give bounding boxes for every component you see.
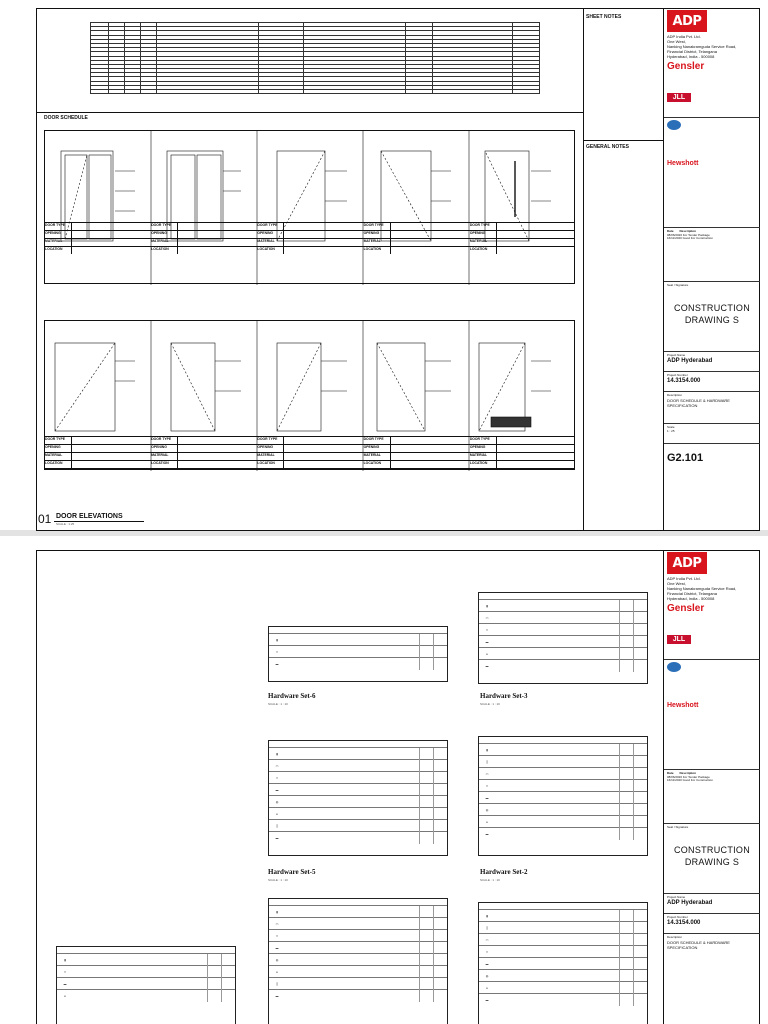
revisions-section: Date Description 08/06/2020 For Tender Package 16/11/2020 Good For Construction <box>664 770 760 824</box>
cylinder-icon: ◍ <box>275 957 279 962</box>
consultant-logo-icon <box>667 120 681 130</box>
consultants-section <box>664 118 760 228</box>
stopper-icon: ● <box>276 811 278 816</box>
jll-logo: JLL <box>667 635 691 644</box>
hewshott-logo: Hewshott <box>667 702 699 709</box>
hardware-set-7-table <box>56 946 236 1024</box>
gensler-logo: Gensler <box>667 603 705 614</box>
pull-handle-icon: ┃ <box>486 925 488 930</box>
sheet-number-section <box>664 444 760 474</box>
client-section: ADP ADP India Pvt. Ltd. One West, Nanking Nanakramguda Service Road, Financial District, Telangana Hyderabad, India - 500008 Gensler JLL <box>664 8 760 118</box>
seal-section: Seal / Signature CONSTRUCTION DRAWING S <box>664 282 760 352</box>
scale-section: Scale 1 : 25 <box>664 424 760 444</box>
location-row: LOCATION LOCATION LOCATION LOCATION LOCATION <box>44 246 575 254</box>
handle-icon: ━ <box>64 969 66 974</box>
stopper-icon: ● <box>486 819 488 824</box>
gensler-logo: Gensler <box>667 61 705 72</box>
lock-icon: ▬ <box>485 639 489 644</box>
door-info-row-2 <box>44 436 575 470</box>
hardware-set-2-table <box>478 736 648 856</box>
location-row: LOCATION LOCATION LOCATION LOCATION LOCATION <box>44 460 575 469</box>
lock-icon: ▬ <box>485 961 489 966</box>
hardware-set-3-table <box>478 592 648 684</box>
seal-icon: ▬ <box>485 831 489 836</box>
lock-icon: ▬ <box>275 661 279 666</box>
hardware-set-5-title: Hardware Set-5 <box>268 868 316 876</box>
material-row: MATERIAL MATERIAL MATERIAL MATERIAL MATERIAL <box>44 238 575 246</box>
door-schedule-label: DOOR SCHEDULE <box>44 115 88 121</box>
project-name-section: Project Name ADP Hyderabad <box>664 352 760 372</box>
drawing-scale: SCALE : 1:25 <box>56 522 75 526</box>
door-type-row: DOOR TYPE DOOR TYPE DOOR TYPE DOOR TYPE DOOR TYPE <box>44 222 575 230</box>
titleblock <box>663 8 760 531</box>
bolt-icon: ┃ <box>276 981 278 986</box>
project-name-section: Project Name ADP Hyderabad <box>664 894 760 914</box>
hardware-set-2-title: Hardware Set-2 <box>480 868 528 876</box>
drawing-number: 01 <box>38 512 52 526</box>
hewshott-logo: Hewshott <box>667 160 699 167</box>
seal-icon: ▬ <box>485 663 489 668</box>
hardware-set-6-table <box>268 626 448 682</box>
description-section: Description DOOR SCHEDULE & HARDWARE SPECIFICATION <box>667 935 730 950</box>
hinge-icon: ▮ <box>486 913 488 918</box>
cylinder-icon: ◍ <box>275 799 279 804</box>
lock-icon: ▬ <box>275 787 279 792</box>
seal-section: Seal / Signature CONSTRUCTION DRAWING S <box>664 824 760 894</box>
door-schedule-table <box>90 22 540 94</box>
project-number-section: Project Number 14.3154.000 <box>664 372 760 392</box>
hinge-icon: ▮ <box>486 603 488 608</box>
sheet-notes-label: SHEET NOTES <box>586 14 622 20</box>
adp-logo: ADP <box>667 552 707 574</box>
stopper-icon: ● <box>64 993 66 998</box>
handle-icon: ━ <box>276 775 278 780</box>
status-title: CONSTRUCTION DRAWING S <box>673 302 751 325</box>
hinge-icon: ▮ <box>276 909 278 914</box>
handle-icon: ━ <box>486 627 488 632</box>
bolt-icon: ┃ <box>276 823 278 828</box>
closer-icon: ▭ <box>275 921 279 926</box>
hinge-icon: ▮ <box>276 751 278 756</box>
drawing-title: DOOR ELEVATIONS <box>56 513 123 520</box>
hinge-icon: ▮ <box>64 957 66 962</box>
opening-row: OPENING OPENING OPENING OPENING OPENING <box>44 444 575 452</box>
client-section: ADP ADP India Pvt. Ltd. One West, Nanking Nanakramguda Service Road, Financial District, Telangana Hyderabad, India - 500008 Gensler JLL <box>664 550 760 660</box>
sheet-hardware-sets: ▮ ━ ▬ Hardware Set-6 SCALE : 1 : 10 ▮ ▭ ━ ▬ ● ▬ Hardware Set-3 SCALE : 1 : 10 ▮ ▭ ━ ▬ ◍ ● ┃ ▬ Hardware Set-5 SCALE : 1 : 10 ▮ ┃ ▭ ━ ▬ ◍ ● ▬ Hardware Set-2 SCALE : 1 : 10 ▮ ▭ ━ ▬ ◍ ● ┃ ▬ ▮ ┃ ▭ ━ ▬ ◍ ● ▬ ▮ ━ ▬ ● ADP ADP India Pvt. Ltd. One West, Nanking Nanakramguda Service Road, Financial District, Telangana Hyderabad, India - 500008 Gensler JLL Hewshott Date Description 08/06/2020 For Tender Package 16/11/2020 Good For Construction Seal / Signature CONSTRUCTION DRAWING S Project Name ADP Hyderabad Project Number 14.3154.000 Description DOOR SCHEDULE & HARDWARE SPECIFICATION <box>0 542 768 1024</box>
consultants-section <box>664 660 760 770</box>
lock-icon: ▬ <box>275 945 279 950</box>
seal-icon: ▬ <box>275 835 279 840</box>
cylinder-icon: ◍ <box>485 807 489 812</box>
door-type-row: DOOR TYPE DOOR TYPE DOOR TYPE DOOR TYPE DOOR TYPE <box>44 436 575 444</box>
opening-row: OPENING OPENING OPENING OPENING OPENING <box>44 230 575 238</box>
handle-icon: ━ <box>486 949 488 954</box>
general-notes-label: GENERAL NOTES <box>586 144 629 150</box>
stopper-icon: ● <box>486 651 488 656</box>
adp-logo: ADP <box>667 10 707 32</box>
material-row: MATERIAL MATERIAL MATERIAL MATERIAL MATERIAL <box>44 452 575 460</box>
revisions-section: Date Description 08/06/2020 For Tender Package 16/11/2020 Good For Construction <box>664 228 760 282</box>
sheet-number: G2.101 <box>667 452 704 464</box>
hardware-set-4-table <box>268 898 448 1024</box>
closer-icon: ▭ <box>485 937 489 942</box>
lock-icon: ▬ <box>485 795 489 800</box>
titleblock-sheet-2 <box>663 550 760 1024</box>
closer-icon: ▭ <box>485 615 489 620</box>
jll-logo: JLL <box>667 93 691 102</box>
hinge-icon: ▮ <box>276 637 278 642</box>
lock-icon: ▬ <box>63 981 67 986</box>
closer-icon: ▭ <box>485 771 489 776</box>
hardware-set-5-table <box>268 740 448 856</box>
project-number-section: Project Number 14.3154.000 <box>664 914 760 934</box>
handle-icon: ━ <box>486 783 488 788</box>
handle-icon: ━ <box>276 933 278 938</box>
seal-icon: ▬ <box>275 993 279 998</box>
stopper-icon: ● <box>276 969 278 974</box>
hardware-set-1-table <box>478 902 648 1024</box>
consultant-logo-icon <box>667 662 681 672</box>
cylinder-icon: ◍ <box>485 973 489 978</box>
hardware-set-6-title: Hardware Set-6 <box>268 692 316 700</box>
stopper-icon: ● <box>486 985 488 990</box>
door-info-row-1 <box>44 222 575 284</box>
hinge-icon: ▮ <box>486 747 488 752</box>
closer-icon: ▭ <box>275 763 279 768</box>
seal-icon: ▬ <box>485 997 489 1002</box>
handle-icon: ━ <box>276 649 278 654</box>
status-title: CONSTRUCTION DRAWING S <box>673 844 751 867</box>
pull-handle-icon: ┃ <box>486 759 488 764</box>
hardware-set-3-title: Hardware Set-3 <box>480 692 528 700</box>
description-section: Description DOOR SCHEDULE & HARDWARE SPECIFICATION <box>664 392 760 424</box>
